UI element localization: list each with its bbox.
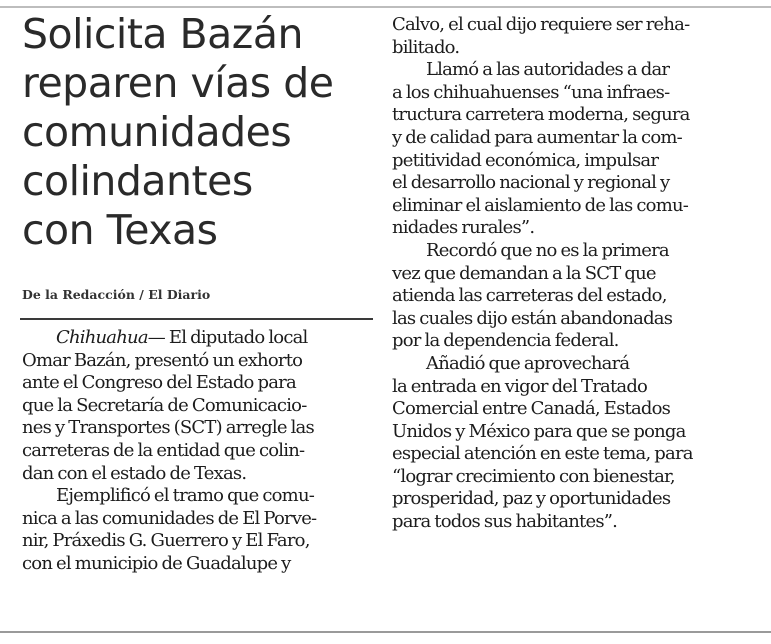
body-line: atienda las carreteras del estado, — [392, 285, 667, 307]
body-line: “lograr crecimiento con bienestar, — [392, 465, 675, 487]
headline-line: comunidades — [22, 108, 292, 156]
body-line: a los chihuahuenses “una infraes- — [392, 81, 670, 103]
body-line: especial atención en este tema, para — [392, 443, 693, 465]
headline-line: colindantes — [22, 157, 253, 205]
dateline: Chihuahua— — [56, 327, 165, 348]
body-line: que la Secretaría de Comunicacio- — [22, 394, 307, 416]
body-text: El diputado local — [164, 327, 308, 348]
body-line: Añadió que aprovechará — [426, 352, 630, 374]
body-line: eliminar el aislamiento de las comu- — [392, 194, 689, 216]
body-line: nes y Transportes (SCT) arregle las — [22, 417, 314, 439]
body-line: ante el Congreso del Estado para — [22, 372, 296, 394]
body-line: Recordó que no es la primera — [426, 239, 669, 261]
section-rule — [20, 318, 373, 320]
headline-line: reparen vías de — [22, 59, 334, 107]
body-line: la entrada en vigor del Tratado — [392, 375, 648, 397]
body-line: Calvo, el cual dijo requiere ser reha- — [392, 14, 690, 35]
body-line: Llamó a las autoridades a dar — [426, 59, 670, 81]
body-line: Comercial entre Canadá, Estados — [392, 398, 671, 420]
body-line: carreteras de la entidad que colin- — [22, 439, 305, 461]
right-column — [392, 14, 757, 534]
body-line: por la dependencia federal. — [392, 330, 619, 352]
body-line: Ejemplificó el tramo que comu- — [56, 485, 315, 507]
bottom-rule — [0, 631, 771, 633]
body-line: y de calidad para aumentar la com- — [392, 126, 682, 148]
byline: De la Redacción / El Diario — [22, 287, 211, 302]
body-line — [22, 327, 374, 350]
body-line: petitividad económica, impulsar — [392, 149, 659, 171]
body-line: con el municipio de Guadalupe y — [22, 552, 291, 574]
body-line: las cuales dijo están abandonadas — [392, 307, 673, 329]
body-line: el desarrollo nacional y regional y — [392, 172, 670, 194]
body-line: nica a las comunidades de El Porve- — [22, 507, 317, 529]
body-line: dan con el estado de Texas. — [22, 462, 247, 484]
body-line: nidades rurales”. — [392, 217, 535, 239]
top-rule — [0, 6, 771, 8]
left-column — [22, 327, 374, 576]
body-line: prosperidad, paz y oportunidades — [392, 488, 671, 510]
body-line: nir, Práxedis G. Guerrero y El Faro, — [22, 530, 310, 552]
body-line: vez que demandan a la SCT que — [392, 262, 656, 284]
headline-line: con Texas — [22, 206, 218, 254]
body-line: Omar Bazán, presentó un exhorto — [22, 349, 303, 371]
body-line: tructura carretera moderna, segura — [392, 104, 690, 126]
body-line: bilitado. — [392, 36, 460, 58]
body-line: Unidos y México para que se ponga — [392, 420, 686, 442]
headline-line: Solicita Bazán — [22, 10, 303, 58]
headline — [22, 10, 372, 255]
body-line: para todos sus habitantes”. — [392, 511, 618, 533]
